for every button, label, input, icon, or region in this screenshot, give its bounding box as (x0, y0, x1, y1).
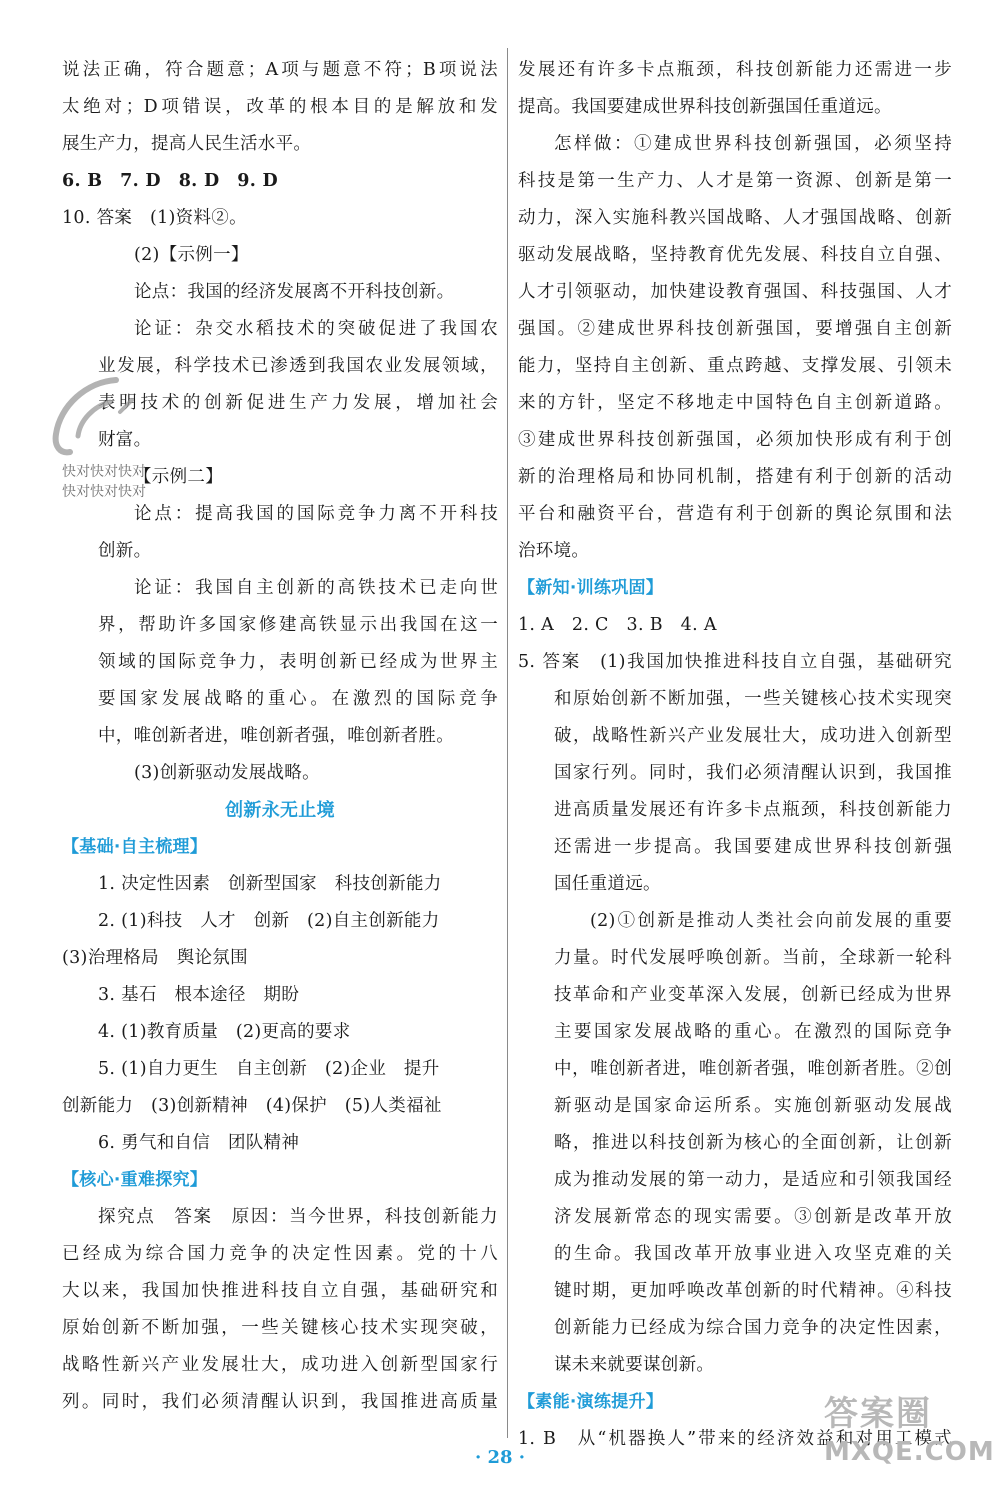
text-line: 国任重道远。 (554, 874, 661, 894)
text-line: 10. 答案 (1)资料②。 (62, 208, 247, 228)
text-line: 强国。②建成世界科技创新强国，要增强自主创新 (518, 319, 952, 339)
text-line: 谋未来就要谋创新。 (554, 1355, 715, 1375)
text-line: 2. (1)科技 人才 创新 (2)自主创新能力 (98, 911, 440, 931)
text-line: 还需进一步提高。我国要建成世界科技创新强 (554, 837, 952, 857)
text-line: 怎样做：①建成世界科技创新强国，必须坚持 (554, 134, 952, 154)
text-line: 创新能力已经成为综合国力竞争的决定性因素， (554, 1318, 952, 1338)
text-line: 【示例二】 (134, 467, 223, 487)
text-line: 略，推进以科技创新为核心的全面创新，让创新 (554, 1133, 952, 1153)
section-heading: 【新知·训练巩固】 (518, 578, 664, 598)
text-line: 驱动发展战略，坚持教育优先发展、科技自立自强、 (518, 245, 952, 265)
text-line: 创新。 (98, 541, 152, 561)
section-heading: 【素能·演练提升】 (518, 1392, 664, 1412)
text-line: 进高质量发展还有许多卡点瓶颈，科技创新能力 (554, 800, 952, 820)
text-line: 5. 答案 (1)我国加快推进科技自立自强，基础研究 (518, 652, 952, 672)
text-line: 太绝对；D项错误，改革的根本目的是解放和发 (62, 97, 498, 117)
text-line: 主要国家发展战略的重心。在激烈的国际竞争 (554, 1022, 952, 1042)
text-line: 5. (1)自力更生 自主创新 (2)企业 提升 (98, 1059, 440, 1079)
text-line: 和原始创新不断加强，一些关键核心技术实现突 (554, 689, 952, 709)
text-line: (2)①创新是推动人类社会向前发展的重要 (590, 911, 952, 931)
text-line: 说法正确，符合题意；A项与题意不符；B项说法 (62, 60, 498, 80)
text-line: (3)治理格局 舆论氛围 (62, 948, 248, 968)
left-column (62, 52, 498, 1421)
text-line: 列。同时，我们必须清醒认识到，我国推进高质量 (62, 1392, 498, 1412)
corner-watermark (824, 1392, 995, 1468)
text-line: 6. 勇气和自信 团队精神 (98, 1133, 300, 1153)
text-line: 创新能力 (3)创新精神 (4)保护 (5)人类福祉 (62, 1096, 442, 1116)
text-line: 要国家发展战略的重心。在激烈的国际竞争 (98, 689, 498, 709)
text-line: 成为推动发展的第一动力，是适应和引领我国经 (554, 1170, 952, 1190)
text-line: 技革命和产业变革深入发展，创新已经成为世界 (554, 985, 952, 1005)
text-line: 中，唯创新者进，唯创新者强，唯创新者胜。②创 (554, 1059, 952, 1079)
watermark-line: 快对快对快对 (62, 464, 146, 480)
text-line: ③建成世界科技创新强国，必须加快形成有利于创 (518, 430, 952, 450)
text-line: 论证：我国自主创新的高铁技术已走向世 (134, 578, 498, 598)
text-line: 表明技术的创新促进生产力发展，增加社会 (98, 393, 498, 413)
text-line: 论点：我国的经济发展离不开科技创新。 (134, 282, 455, 302)
watermark-line: 快对快对快对 (62, 484, 146, 500)
text-line: 治环境。 (518, 541, 590, 561)
text-line: 财富。 (98, 430, 152, 450)
text-line: 6. B 7. D 8. D 9. D (62, 171, 278, 191)
page-number: · 28 · (474, 1447, 526, 1468)
text-line: 1. 决定性因素 创新型国家 科技创新能力 (98, 874, 442, 894)
text-line: 已经成为综合国力竞争的决定性因素。党的十八 (62, 1244, 498, 1264)
text-line: 破，战略性新兴产业发展壮大，成功进入创新型 (554, 726, 952, 746)
text-line: 展生产力，提高人民生活水平。 (62, 134, 312, 154)
text-line: 探究点 答案 原因：当今世界，科技创新能力 (98, 1207, 498, 1227)
text-line: (3)创新驱动发展战略。 (134, 763, 320, 783)
text-line: 领域的国际竞争力，表明创新已经成为世界主 (98, 652, 498, 672)
watermark-text (62, 462, 146, 502)
text-line: 科技是第一生产力、人才是第一资源、创新是第一 (518, 171, 952, 191)
text-line: 大以来，我国加快推进科技自立自强，基础研究和 (62, 1281, 498, 1301)
text-line: 人才引领驱动，加快建设教育强国、科技强国、人才 (518, 282, 952, 302)
column-divider (507, 48, 508, 1438)
corner-watermark-url: MXQE.COM (824, 1437, 995, 1467)
text-line: (2)【示例一】 (134, 245, 249, 265)
text-line: 论点：提高我国的国际竞争力离不开科技 (134, 504, 498, 524)
text-line: 界，帮助许多国家修建高铁显示出我国在这一 (98, 615, 498, 635)
text-line: 战略性新兴产业发展壮大，成功进入创新型国家行 (62, 1355, 498, 1375)
text-line: 3. 基石 根本途径 期盼 (98, 985, 300, 1005)
text-line: 平台和融资平台，营造有利于创新的舆论氛围和法 (518, 504, 952, 524)
text-line: 国家行列。同时，我们必须清醒认识到，我国推 (554, 763, 952, 783)
text-line: 新的治理格局和协同机制，搭建有利于创新的活动 (518, 467, 952, 487)
text-line: 键时期，更加呼唤改革创新的时代精神。④科技 (554, 1281, 952, 1301)
lesson-title: 创新永无止境 (225, 800, 335, 821)
text-line: 中，唯创新者进，唯创新者强，唯创新者胜。 (98, 726, 454, 746)
text-line: 的生命。我国改革开放事业进入攻坚克难的关 (554, 1244, 952, 1264)
text-line: 新驱动是国家命运所系。实施创新驱动发展战 (554, 1096, 952, 1116)
watermark-logo-icon (46, 372, 156, 462)
text-line: 力量。时代发展呼唤创新。当前，全球新一轮科 (554, 948, 952, 968)
text-line: 业发展，科学技术已渗透到我国农业发展领域， (98, 356, 498, 376)
right-column (518, 52, 952, 1458)
text-line: 来的方针，坚定不移地走中国特色自主创新道路。 (518, 393, 952, 413)
text-line: 发展还有许多卡点瓶颈，科技创新能力还需进一步 (518, 60, 952, 80)
text-line: 1. B 从“机器换人”带来的经济效益和对用工模式 (518, 1429, 952, 1449)
text-line: 济发展新常态的现实需要。③创新是改革开放 (554, 1207, 952, 1227)
text-line: 论证：杂交水稻技术的突破促进了我国农 (134, 319, 498, 339)
text-line: 能力，坚持自主创新、重点跨越、支撑发展、引领未 (518, 356, 952, 376)
section-heading: 【核心·重难探究】 (62, 1170, 208, 1190)
text-line: 原始创新不断加强，一些关键核心技术实现突破， (62, 1318, 498, 1338)
corner-watermark-logo: 答案圈 (824, 1394, 932, 1434)
section-heading: 【基础·自主梳理】 (62, 837, 208, 857)
text-line: 1. A 2. C 3. B 4. A (518, 615, 717, 635)
text-line: 动力，深入实施科教兴国战略、人才强国战略、创新 (518, 208, 952, 228)
text-line: 提高。我国要建成世界科技创新强国任重道远。 (518, 97, 892, 117)
text-line: 4. (1)教育质量 (2)更高的要求 (98, 1022, 351, 1042)
